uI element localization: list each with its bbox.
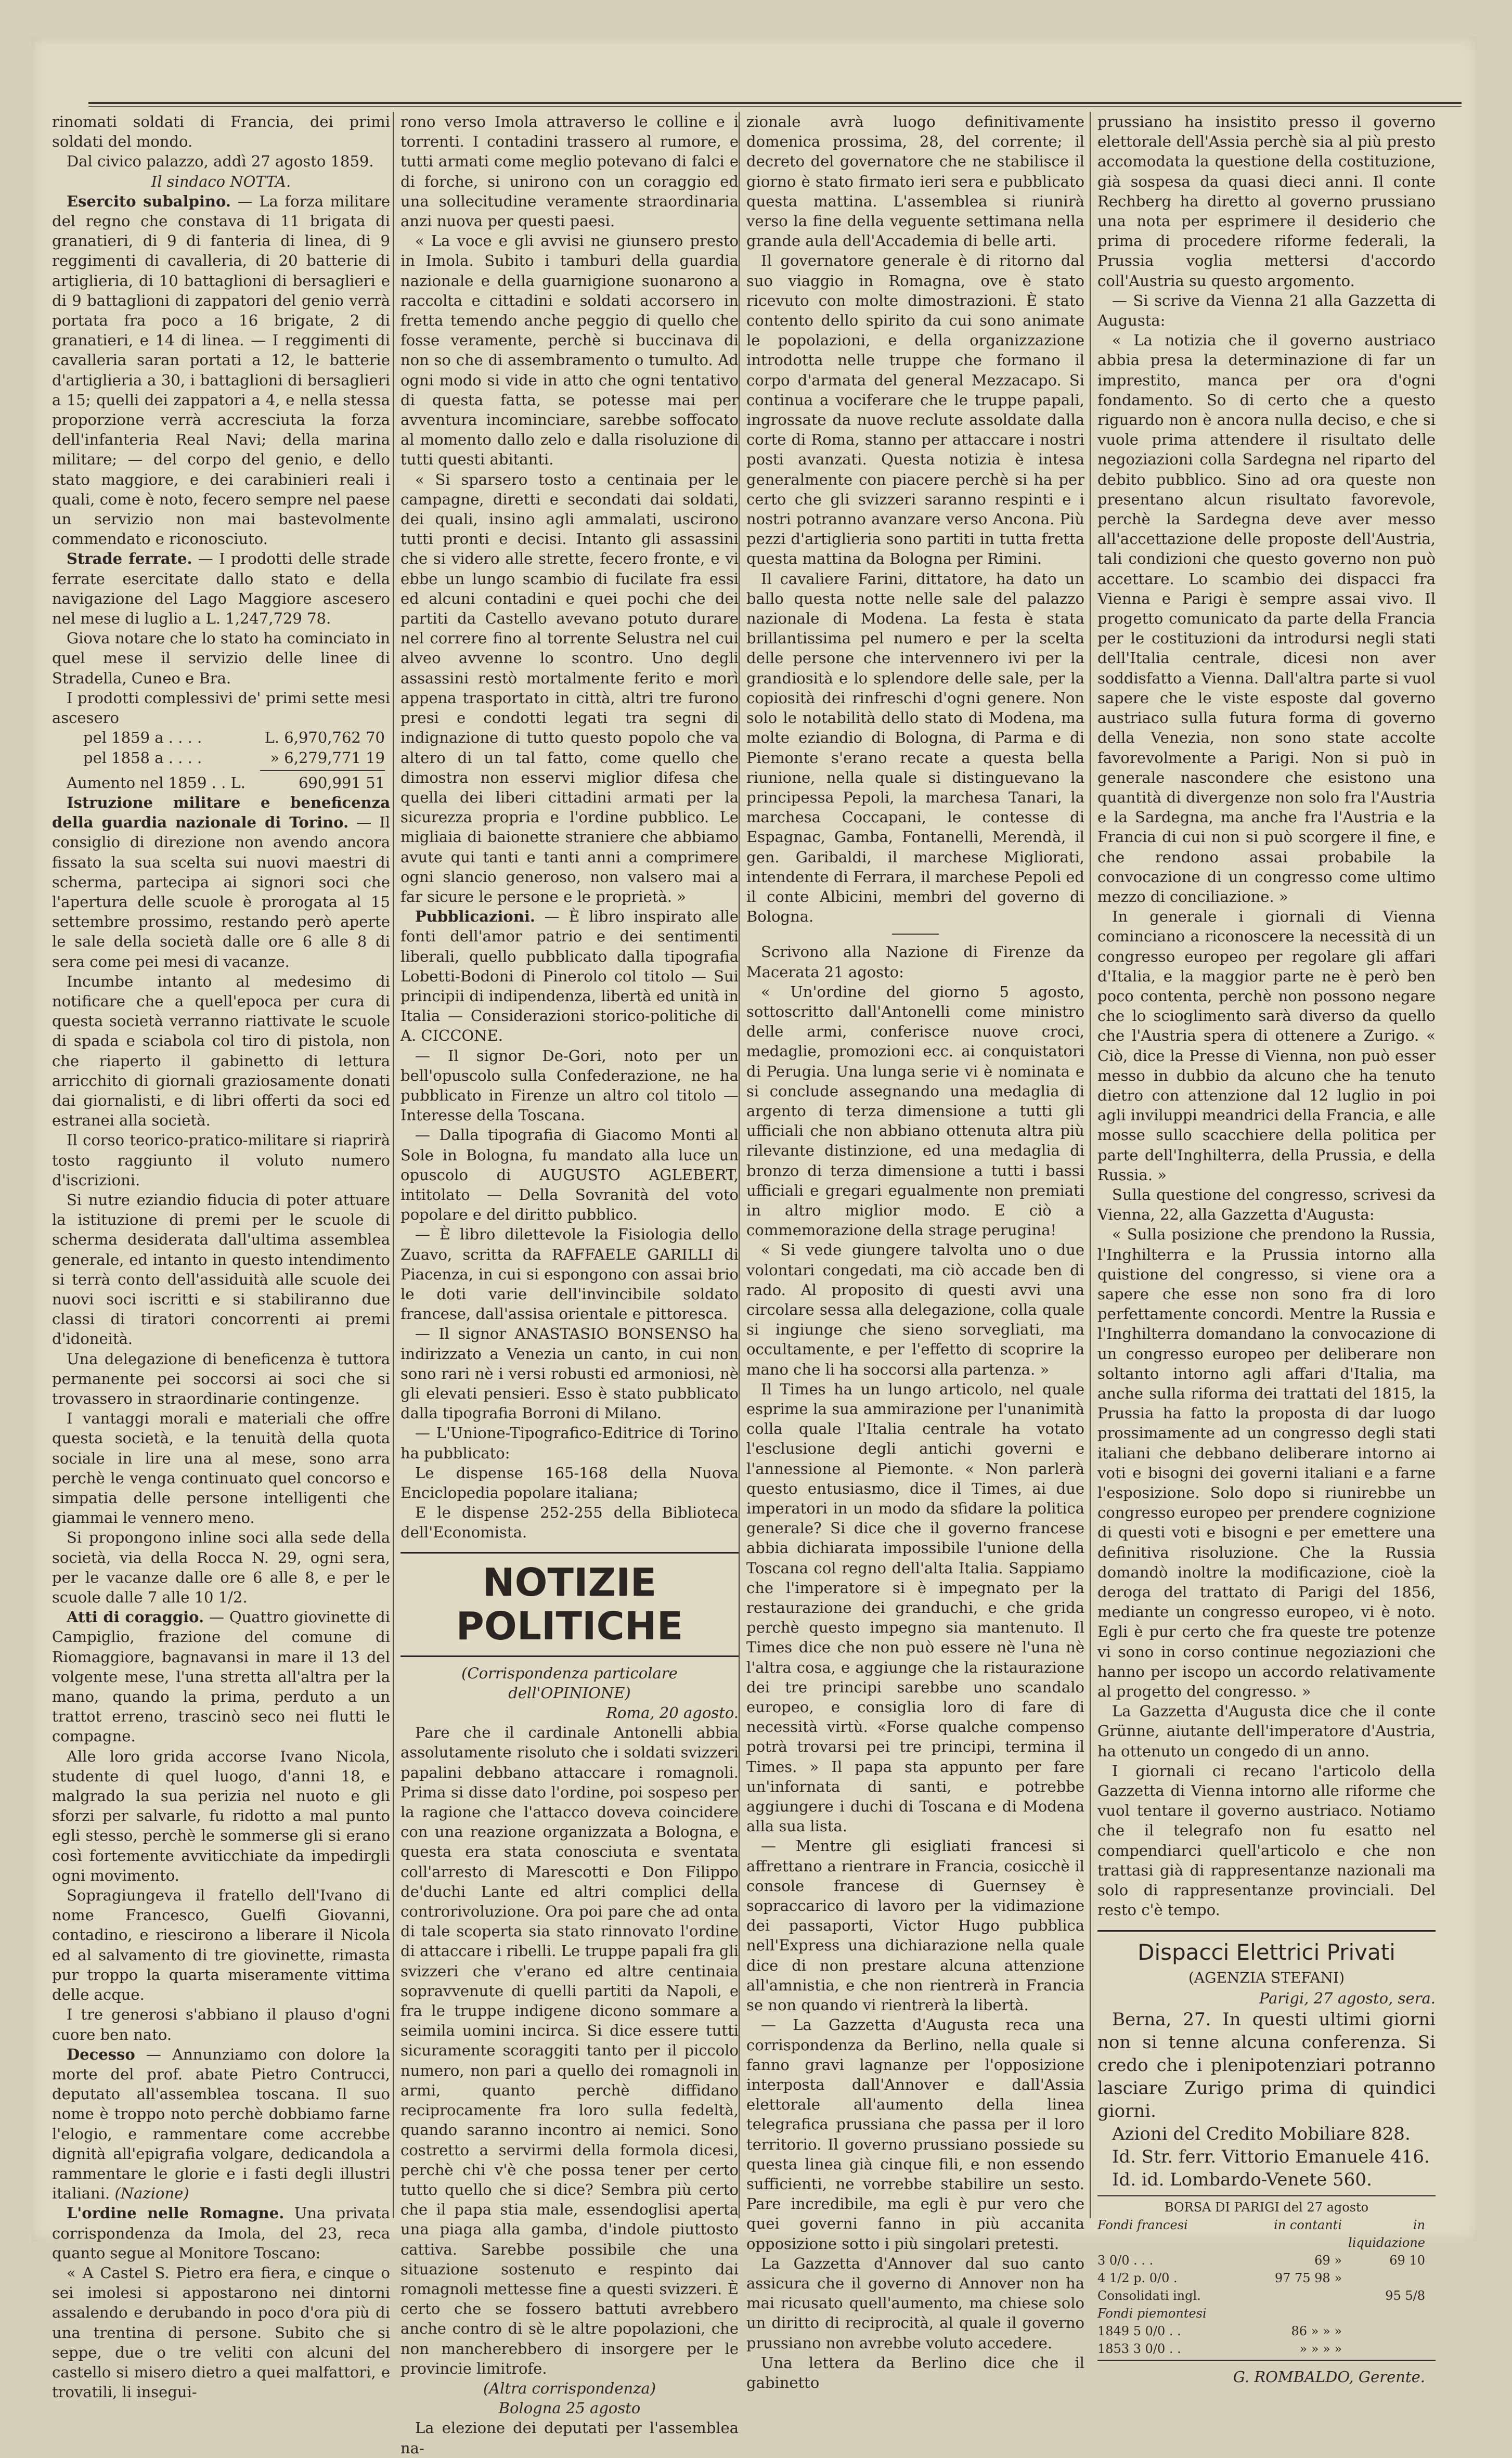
dateline: Bologna 25 agosto bbox=[498, 2399, 641, 2417]
dispatches-title: Dispacci Elettrici Privati bbox=[1097, 1930, 1436, 1965]
paragraph: Si propongono inline soci alla sede della società, via della Rocca N. 29, ogni sera, per le vacanze dalle ore 6 alle 8, e per le scuole dalle 7 alle 10 1/2. bbox=[52, 1529, 390, 1607]
table-cell: 3 0/0 . . . bbox=[1097, 2253, 1154, 2268]
article-text: — La forza militare del regno che constava di 11 brigata di granatieri, di 9 di fanteria di linea, di 9 reggimenti di cavalleria, di 20 batterie di artiglieria, di 10 battaglioni di bersaglieri e di 9 battaglioni di zappatori del genio verrà portata fra poco a 16 brigate, 2 di granatieri, e 14 di linea. — I reggimenti di cavalleria saran portati a 12, le batterie d'artiglieria a 30, i battaglioni di bersaglieri a 15; quelli dei zappatori a 4, e nella stessa proporzione verrà accresciuta la forza dell'infanteria Real Navi; della marina militare; — del corpo del genio, e dello stato maggiore, e dei carabinieri reali i quali, come è noto, fecero sempre nel paese un servizio non mai bastevolmente commendato e riconosciuto. bbox=[52, 192, 390, 548]
table-cell bbox=[1342, 2269, 1436, 2287]
stats-value: 690,991 51 bbox=[298, 773, 385, 792]
table-cell: 97 75 98 » bbox=[1274, 2270, 1342, 2285]
paragraph: « Si vede giungere talvolta uno o due volontari congedati, ma ciò accade ben di rado. Al proposito di questi avvi una circolare sessa alla delegazione, colla quale si ingiunge che sieno sorvegliati, ma occultamente, e per l'effetto di scoprire la mano che li ha soccorsi alla partenza. » bbox=[746, 1241, 1084, 1378]
table-header bbox=[1097, 2216, 1436, 2252]
paragraph: rinomati soldati di Francia, dei primi soldati del mondo. bbox=[52, 113, 390, 151]
column-header: Fondi francesi bbox=[1097, 2217, 1188, 2232]
paragraph: — Si scrive da Vienna 21 alla Gazzetta di Augusta: bbox=[1097, 291, 1436, 330]
column-divider bbox=[739, 112, 740, 2218]
column-header: in contanti bbox=[1274, 2217, 1342, 2232]
paragraph: Giova notare che lo stato ha cominciato in quel mese il servizio delle linee di Stradella, Cuneo e Bra. bbox=[52, 629, 390, 687]
paragraph: — L'Unione-Tipografico-Editrice di Torino ha pubblicato: bbox=[400, 1424, 739, 1462]
article-text: — Il consiglio di direzione non avendo ancora fissato la sua scelta sui nuovi maestri di scherma, partecipa ai signori soci che l'apertura delle scuole è prorogata al 15 settembre prossimo, restando però aperte le sale della società dalle ore 6 alle 8 di sera come pei mesi di vacanze. bbox=[52, 813, 391, 971]
paragraph: — La Gazzetta d'Augusta reca una corrispondenza da Berlino, nella quale si fanno gravi lagnanze per l'opposizione interposta dall'Annover e dall'Assia elettorale all'aumento della linea telegrafica prussiana che passa per il loro territorio. Il governo prussiano possiede su questa linea già cinque fili, e non essendo sufficienti, ne vorrebbe stabilire un sesto. Pare incredibile, ma egli è pur vero che quei governi fanno in più accanita opposizione sotto i più singolari pretesti. bbox=[746, 2016, 1084, 2253]
paragraph: « La voce e gli avvisi ne giunsero presto in Imola. Subito i tamburi della guardia nazionale e della guarnigione suonarono a raccolta e cittadini e soldati accorsero in fretta temendo anche peggio di quello che fosse veramente, perchè si buccinava di non so che di assembramento o tumulto. Ad ogni modo si vide in atto che ogni tentativo di questa fatta, se potesse mai per avventura incominciare, sarebbe soffocato al momento dallo zelo e dalla risoluzione di tutti questi abitanti. bbox=[400, 232, 739, 469]
paragraph: « Sulla posizione che prendono la Russia, l'Inghilterra e la Prussia intorno alla quistione del congresso, si viene ora a sapere che esse non sono fra di loro perfettamente concordi. Mentre la Russia e l'Inghilterra domandano la convocazione di un congresso europeo per deliberare non soltanto intorno agli affari d'Italia, ma anche sulla riforma dei trattati del 1815, la Prussia ha fatto la proposta di dar luogo prossimamente ad un congresso degli stati italiani che debbano deliberare intorno ai voti e bisogni dei governi italiani e a farne l'esposizione. Solo dopo si riunirebbe un congresso europeo per prendere cognizione di questi voti e bisogni e per emettere una definitiva risoluzione. Che la Russia domandò inoltre la modificazione, cioè la deroga del trattato di Parigi del 1856, mediante un congresso europeo, vi è noto. Egli è pur certo che fra queste tre potenze vi sono in corso continue negoziazioni che hanno per iscopo un accordo relativamente al progetto del congresso. » bbox=[1097, 1225, 1436, 1701]
paragraph: Sopragiungeva il fratello dell'Ivano di nome Francesco, Guelfi Giovanni, contadino, e riescirono a liberare il Nicola ed al salvamento di tre giovinette, rimasta pur troppo la quarta miseramente vittima delle acque. bbox=[52, 1886, 390, 2004]
dispatch-text: Id. id. Lombardo-Venete 560. bbox=[1112, 2169, 1372, 2190]
table-cell: 1853 3 0/0 . . bbox=[1097, 2341, 1181, 2356]
paragraph: I giornali ci recano l'articolo della Gazzetta di Vienna intorno alle riforme che vuol tentare il governo austriaco. Notiamo che il telegrafo non fu esatto nel compendiarci quell'articolo e che non trattasi già di rappresentanze nazionali ma solo di rappresentanze provinciali. Del resto c'è tempo. bbox=[1097, 1762, 1436, 1919]
top-rule-thin bbox=[88, 106, 1462, 107]
table-row bbox=[1097, 2287, 1436, 2305]
article-heading: Pubblicazioni. bbox=[415, 908, 535, 926]
dispatch-text: Azioni del Credito Mobiliare 828. bbox=[1112, 2123, 1411, 2144]
paragraph: I tre generosi s'abbiano il plauso d'ogni cuore ben nato. bbox=[52, 2006, 390, 2043]
paragraph: In generale i giornali di Vienna cominciano a riconoscere la necessità di un congresso europeo per regolare gli affari d'Italia, e la maggior parte ne è però ben poco contenta, perchè non possono negare che lo scioglimento sarà diverso da quello che l'Austria spera di ottenere a Zurigo. « Ciò, dice la Presse di Vienna, non può esser messo in dubbio da alcuno che ha tenuto dietro con attenzione dal 12 luglio in poi agli inviluppi meandrici della Francia, e alle mosse sullo scacchiere della politica per parte dell'Inghilterra, della Prussia, e della Russia. » bbox=[1097, 908, 1436, 1184]
article bbox=[400, 907, 739, 1045]
gerente-signature: G. ROMBALDO, Gerente. bbox=[1233, 2368, 1425, 2386]
article bbox=[52, 2045, 390, 2204]
column-1 bbox=[52, 112, 391, 2401]
dateline: Parigi, 27 agosto, sera. bbox=[1259, 1989, 1436, 2007]
article-heading: Istruzione militare e beneficenza della guardia nazionale di Torino. bbox=[52, 793, 390, 832]
table-cell: 69 10 bbox=[1389, 2253, 1425, 2268]
paragraph: Il corso teorico-pratico-militare si riaprirà tosto raggiunto il voluto numero d'iscrizioni. bbox=[52, 1131, 390, 1189]
article-heading: Atti di coraggio. bbox=[67, 1608, 204, 1626]
table-row bbox=[1097, 2340, 1436, 2358]
article-text: — Quattro giovinette di Campiglio, frazione del comune di Riomaggiore, bagnavansi in mare il 13 del volgente mese, l'una stretta all'altra per la mano, quando la prima, perduto a un trattot erreno, trascinò seco nei flutti le compagne. bbox=[52, 1608, 391, 1745]
source-note: (Nazione) bbox=[114, 2184, 189, 2203]
column-2 bbox=[400, 112, 739, 2457]
paragraph: Una lettera da Berlino dice che il gabinetto bbox=[746, 2353, 1084, 2391]
paragraph: Sulla questione del congresso, scrivesi da Vienna, 22, alla Gazzetta d'Augusta: bbox=[1097, 1185, 1436, 1224]
correspondence-label: (Corrispondenza particolare dell'OPINIONE) bbox=[461, 1664, 678, 1702]
paragraph: E le dispense 252-255 della Biblioteca dell'Economista. bbox=[400, 1504, 739, 1542]
paragraph: prussiano ha insistito presso il governo elettorale dell'Assia perchè sia al più presto accomodata la questione della costituzione, già sospesa da quasi dieci anni. Il conte Rechberg ha diretto al governo prussiano una nota per esprimere il desiderio che prima di procedere riforme federali, la Prussia voglia mettersi d'accordo coll'Austria su questo argomento. bbox=[1097, 113, 1436, 290]
stats-row bbox=[52, 773, 390, 793]
paragraph: Dal civico palazzo, addì 27 agosto 1859. bbox=[67, 152, 374, 171]
article-text: — È libro inspirato alle fonti dell'amor patrio e dei sentimenti liberali, quello pubblicato dalla tipografia Lobetti-Bodoni di Pinerolo col titolo — Sui principii di indipendenza, libertà ed unità in Italia — Considerazioni storico-politiche di A. CICCONE. bbox=[400, 908, 739, 1045]
paragraph: La Gazzetta d'Annover dal suo canto assicura che il governo di Annover non ha mai ricusato quell'aumento, ma chiese solo un diritto di reciprocità, al quale il governo prussiano non avrebbe voluto accedere. bbox=[746, 2254, 1084, 2352]
stock-table bbox=[1097, 2195, 1436, 2361]
table-row bbox=[1097, 2269, 1436, 2287]
article-heading: Strade ferrate. bbox=[67, 550, 192, 568]
paragraph: Il Times ha un lungo articolo, nel quale esprime la sua ammirazione per l'unanimità colla quale l'Italia centrale ha votato l'esclusione degli antichi governi e l'annessione al Piemonte. « Non parlerà questo entusiasmo, dice il Times, ai due imperatori in un modo da sfidare la politica generale? Si dice che il governo francese abbia dichiarata impossibile l'unione della Toscana col regno dell'alta Italia. Sappiamo che l'imperatore si è impegnato per la restaurazione dei granduchi, e che grida perchè questo impegno sia mantenuto. Il Times dice che non può essere nè l'una nè l'altra cosa, e aggiunge che la ristaurazione dei tre principi sarebbe uno scandalo europeo, e consiglia loro di fare di necessità virtù. «Forse qualche compenso potrà trovarsi pei tre principi, termina il Times. » Il papa sta appunto per fare un'infornata di santi, e potrebbe aggiungere i duchi di Toscana e di Modena alla sua lista. bbox=[746, 1380, 1084, 1835]
paragraph: — Dalla tipografia di Giacomo Monti al Sole in Bologna, fu mandato alla luce un opuscolo di AUGUSTO AGLEBERT, intitolato — Della Sovranità del voto popolare e del diritto pubblico. bbox=[400, 1126, 739, 1224]
table-cell: Consolidati ingl. bbox=[1097, 2288, 1201, 2303]
table-cell bbox=[1233, 2287, 1342, 2305]
stats-value: L. 6,970,762 70 bbox=[264, 729, 385, 747]
article-text: Una privata corrispondenza da Imola, del 23, reca quanto segue al Monitore Toscano: bbox=[52, 2204, 390, 2262]
agency-label: (AGENZIA STEFANI) bbox=[1188, 1969, 1345, 1987]
dispatch-text: Id. Str. ferr. Vittorio Emanuele 416. bbox=[1112, 2146, 1430, 2167]
article bbox=[52, 793, 390, 972]
column-4 bbox=[1097, 112, 1436, 2386]
dateline: Roma, 20 agosto. bbox=[606, 1704, 739, 1722]
paragraph: La Gazzetta d'Augusta dice che il conte Grünne, aiutante dell'imperatore d'Austria, ha ottenuto un congedo di un anno. bbox=[1097, 1702, 1436, 1760]
paragraph: — Il signor De-Gori, noto per un bell'opuscolo sulla Confederazione, ne ha pubblicato in Firenze un altro col titolo — Interesse della Toscana. bbox=[400, 1046, 739, 1124]
table-cell: » » » » bbox=[1299, 2341, 1342, 2356]
article-heading: L'ordine nelle Romagne. bbox=[67, 2204, 285, 2222]
stats-label: pel 1858 a . . . . bbox=[83, 748, 202, 767]
table-subheader bbox=[1097, 2305, 1436, 2322]
table-cell bbox=[1342, 2322, 1436, 2340]
section-headline: NOTIZIE POLITICHE bbox=[400, 1552, 739, 1657]
paragraph: Incumbe intanto al medesimo di notificare che a quell'epoca per cura di questa società verranno riattivate le scuole di spada e sciabola col tiro di pistola, non che riaperto il gabinetto di lettura arricchito di giornali graziosamente donati dai giornalisti, e di libri offerti da soci ed estranei alla società. bbox=[52, 972, 390, 1130]
stats-label: Aumento nel 1859 . . L. bbox=[67, 773, 245, 792]
separator bbox=[892, 934, 939, 935]
table-row bbox=[1097, 2322, 1436, 2340]
paragraph: — Mentre gli esigliati francesi si affrettano a rientrare in Francia, cosicchè il console francese di Guernsey è sopraccarico di lavoro per la vidimazione dei passaporti, Victor Hugo pubblica nell'Express una dichiarazione nella quale dice di non prestare alcuna attenzione all'amnistia, e che non rientrerà in Francia se non quando vi rientrerà la libertà. bbox=[746, 1837, 1084, 2014]
table-cell: 1849 5 0/0 . . bbox=[1097, 2323, 1181, 2338]
article bbox=[52, 1607, 390, 1746]
top-rule bbox=[88, 102, 1462, 104]
paragraph: Pare che il cardinale Antonelli abbia assolutamente risoluto che i soldati svizzeri papalini debbano attaccare i romagnoli. Prima si disse dato l'ordine, poi sospeso per la ragione che l'attacco doveva coincidere con una reazione organizzata a Bologna, e questa era stata conosciuta e sventata coll'arresto di Marescotti e Don Filippo de'duchi Lante ed altri complici della controrivoluzione. Ora poi pare che ad onta di tale scoperta sia stato rinnovato l'ordine di attaccare i ribelli. Le truppe papali fra gli svizzeri che v'erano ed altre centinaia sopravvenute di quelli partiti da Napoli, e fra le truppe indigene dicono sommare a seimila uomini incirca. Si dice essere tutti sicuramente scoraggiti tanto per il piccolo numero, non pari a quello dei romagnoli in armi, quanto perchè diffidano reciprocamente fra loro sulla fedeltà, quando saranno incontro ai nemici. Sono costretto a servirmi della formola dicesi, perchè chi v'è che possa tener per certo tutto quello che si dice? Sembra più certo che il papa stia male, essendoglisi aperta una piaga alla gamba, d'indole piuttosto cattiva. Sarebbe possibile che una situazione sostenuto e respinto dai romagnoli mettesse fine a questi svizzeri. È certo che se fossero battuti avrebbero anche contro di sè le altre popolazioni, che non mancherebbero di insorgere per le provincie limitrofe. bbox=[400, 1724, 739, 2377]
stats-row bbox=[52, 728, 390, 747]
table-row bbox=[1097, 2252, 1436, 2269]
column-header: Fondi piemontesi bbox=[1097, 2306, 1207, 2321]
paragraph: Si nutre eziandio fiducia di poter attuare la istituzione di premi per le scuole di scherma desiderata dall'ultima assemblea generale, ed intanto in questo intendimento si terrà conto dell'assiduità alle scuole dei nuovi soci iscritti e si stabiliranno due classi di tiratori concorrenti ai premi d'idoneità. bbox=[52, 1191, 390, 1348]
paragraph: — È libro dilettevole la Fisiologia dello Zuavo, scritta da RAFFAELE GARILLI di Piacenza, in cui si espongono con assai brio le doti varie dell'invincibile soldato francese, dall'assisa orientale e pittoresca. bbox=[400, 1225, 739, 1323]
paragraph: Il cavaliere Farini, dittatore, ha dato un ballo questa notte nelle sale del palazzo nazionale di Modena. La festa è stata brillantissima pel numero e per la scelta delle persone che intervennero ivi per la grandiosità e lo splendore delle sale, per la copiosità dei rinfreschi d'ogni genere. Non solo le notabilità dello stato di Modena, ma molte eziandio di Bologna, di Parma e di Piemonte s'erano recate a questa bella riunione, nella quale si distinguevano la principessa Pepoli, la marchesa Tanari, la marchesa Coccapani, le contesse di Espagnac, Gamba, Fontanelli, Merendà, il gen. Garibaldi, il marchese Migliorati, intendente di Ferrara, il marchese Pepoli ed il conte Albicini, membri del governo di Bologna. bbox=[746, 570, 1084, 926]
paragraph: I prodotti complessivi de' primi sette mesi ascesero bbox=[52, 689, 390, 727]
dispatch-text: Berna, 27. In questi ultimi giorni non si tenne alcuna conferenza. Si credo che i plenipotenziari potranno lasciare Zurigo prima di quindici giorni. bbox=[1097, 2009, 1436, 2121]
table-cell: 95 5/8 bbox=[1385, 2288, 1425, 2303]
table-cell: 69 » bbox=[1314, 2253, 1342, 2268]
table-title: BORSA DI PARIGI del 27 agosto bbox=[1164, 2200, 1369, 2215]
column-divider bbox=[1090, 112, 1091, 2218]
article-text: — Annunziamo con dolore la morte del prof. abate Pietro Contrucci, deputato all'assemblea toscana. Il suo nome è troppo noto perchè dobbiamo farne l'elogio, e rammentare come accrebbe dignità all'epigrafia volgare, dedicandola a rammentare le glorie e i fasti degli illustri italiani. bbox=[52, 2045, 390, 2203]
paragraph: Una delegazione di beneficenza è tuttora permanente pei soccorsi ai soci che si trovassero in straordinarie contingenze. bbox=[52, 1350, 390, 1407]
paragraph: « La notizia che il governo austriaco abbia presa la determinazione di far un imprestito, manca per ora d'ogni fondamento. So di certo che a questo riguardo non è ancora nulla deciso, e che si vuole prima attendere il risultato delle negoziazioni colla Sardegna nel riparto del debito pubblico. Sino ad ora queste non presentano alcun risultato favorevole, perchè la Sardegna deve aver messo all'accettazione delle proposte dell'Austria, tali condizioni che questo governo non può accettare. Lo scambio dei dispacci fra Vienna e Parigi è sempre assai vivo. Il progetto comunicato da parte della Francia per le costituzioni da introdursi negli stati dell'Italia centrale, dicesi non aver soddisfatto a Vienna. Dall'altra parte si vuol sapere che le viste esposte dal governo austriaco sulla futura forma di governo della Venezia, non sono state accolte favorevolmente a Parigi. Non si può in generale nascondere che esistono una quantità di divergenze non solo fra l'Austria e la Sardegna, ma anche fra l'Austria e la Francia di cui non si può scorgere il fine, e che rendono assai probabile la convocazione di un congresso come ultimo mezzo di conciliazione. » bbox=[1097, 331, 1436, 905]
article-text: — I prodotti delle strade ferrate esercitate dallo stato e della navigazione del Lago Maggiore ascesero nel mese di luglio a L. 1,247,729 78. bbox=[52, 550, 390, 628]
paragraph: Alle loro grida accorse Ivano Nicola, studente di quel luogo, d'anni 18, e malgrado la sua perizia nel nuoto e gli sforzi per salvarle, fu ridotto a mal punto egli stesso, perchè le sommerse gli si erano così fortemente avviticchiate da impedirgli ogni movimento. bbox=[52, 1747, 390, 1884]
correspondence-label: (Altra corrispondenza) bbox=[483, 2379, 656, 2397]
paragraph: — Il signor ANASTASIO BONSENSO ha indirizzato a Venezia un canto, in cui non sono rari nè i versi robusti ed armoniosi, nè gli elevati pensieri. Esso è stato pubblicato dalla tipografia Borroni di Milano. bbox=[400, 1325, 739, 1422]
article-heading: Decesso bbox=[67, 2045, 135, 2063]
article bbox=[52, 2203, 390, 2263]
paragraph: zionale avrà luogo definitivamente domenica prossima, 28, del corrente; il decreto del governatore che ne stabilisce il giorno è stato firmato ieri sera e pubblicato questa mattina. L'assemblea si riunirà verso la fine della veguente settimana nella grande aula dell'Accademia di belle arti. bbox=[746, 113, 1084, 250]
paragraph: Le dispense 165-168 della Nuova Enciclopedia popolare italiana; bbox=[400, 1464, 739, 1502]
paragraph: « Un'ordine del giorno 5 agosto, sottoscritto dall'Antonelli come ministro delle armi, conferisce nuove croci, medaglie, promozioni ecc. ai conquistatori di Perugia. Una lunga serie vi è nominata e si conclude assegnando una medaglia di argento di terza dimensione a tutti gli ufficiali che non abbiano ottenuta altra più rilevante distinzione, ed una medaglia di bronzo di terza dimensione a tutti i bassi ufficiali e gregari egualmente non premiati in altro miglior modo. E ciò a commemorazione della strage perugina! bbox=[746, 982, 1084, 1239]
signature: Il sindaco NOTTA. bbox=[151, 172, 291, 190]
paragraph: Scrivono alla Nazione di Firenze da Macerata 21 agosto: bbox=[746, 943, 1084, 981]
table-cell: 4 1/2 p. 0/0 . bbox=[1097, 2270, 1178, 2285]
paragraph: I vantaggi morali e materiali che offre questa società, e la tenuità della quota sociale in lire una al mese, sono arra perchè le venga continuato quel concorso e simpatia delle persone intelligenti che giammai le vennero meno. bbox=[52, 1409, 390, 1527]
paragraph: « A Castel S. Pietro era fiera, e cinque o sei imolesi si appostarono nei dintorni assalendo e derubando in poco d'ora più di una trentina di persone. Subito che si seppe, due o tre veliti con alcuni del castello si misero dietro a quei malfattori, e trovatili, li insegui- bbox=[52, 2263, 390, 2401]
stats-row bbox=[52, 748, 390, 768]
paragraph: rono verso Imola attraverso le colline e i torrenti. I contadini trassero al rumore, e tutti armati come meglio potevano di falci e di forche, si unirono con un coraggio ed una sollecitudine veramente straordinaria anzi nuova per questi paesi. bbox=[400, 113, 739, 230]
column-3 bbox=[746, 112, 1084, 2391]
paragraph: Il governatore generale è di ritorno dal suo viaggio in Romagna, ove è stato ricevuto con molte dimostrazioni. È stato contento dello spirito da cui sono animate le popolazioni, e della organizzazione introdotta nelle truppe che formano il corpo d'armata del general Mezzacapo. Si continua a vociferare che le truppe papali, ingrossate da nuove reclute assoldate dalla corte di Roma, stanno per attaccare i nostri posti avanzati. Questa notizia è intesa generalmente con piacere perchè si ha per certo che gli svizzeri saranno respinti e i nostri potranno avanzare verso Ancona. Più pezzi d'artiglieria sono partiti in tutta fretta questa mattina da Bologna per Rimini. bbox=[746, 252, 1084, 568]
column-divider bbox=[393, 112, 394, 2218]
table-cell bbox=[1342, 2340, 1436, 2358]
article-heading: Esercito subalpino. bbox=[67, 192, 231, 210]
article bbox=[52, 191, 390, 549]
paragraph: « Si sparsero tosto a centinaia per le campagne, diretti e secondati dai soldati, dei quali, insino agli ammalati, uscirono tutti pronti e decisi. Intanto gli assassini che si videro alle strette, fecero fronte, e vi ebbe un lungo scambio di fucilate fra essi ed alcuni contadini e quei pochi che dei partiti da Castello avevano potuto durare nel correre fino al torrente Selustra nel cui alveo avvenne lo scontro. Uno degli assassini restò mortalmente ferito e morì appena trasportato in città, altri tre furono presi e condotti legati tra segni di indignazione di tutto questo popolo che va altero di un tal fatto, come quello che dimostra non esservi miglior difesa che quella dei liberi cittadini armati per la sicurezza propria e l'ordine pubblico. Le migliaia di baionette straniere che abbiamo avute qui tanti e tanti anni a comprimere ogni slancio generoso, non valsero mai a far sicure le persone e le proprietà. » bbox=[400, 470, 739, 905]
column-header: in liquidazione bbox=[1348, 2217, 1425, 2250]
table-cell: 86 » » » bbox=[1291, 2323, 1342, 2338]
paragraph: La elezione dei deputati per l'assemblea na- bbox=[400, 2419, 739, 2457]
article bbox=[52, 549, 390, 628]
sum-rule bbox=[260, 770, 385, 771]
stats-label: pel 1859 a . . . . bbox=[83, 729, 202, 747]
stats-value: » 6,279,771 19 bbox=[270, 748, 385, 767]
